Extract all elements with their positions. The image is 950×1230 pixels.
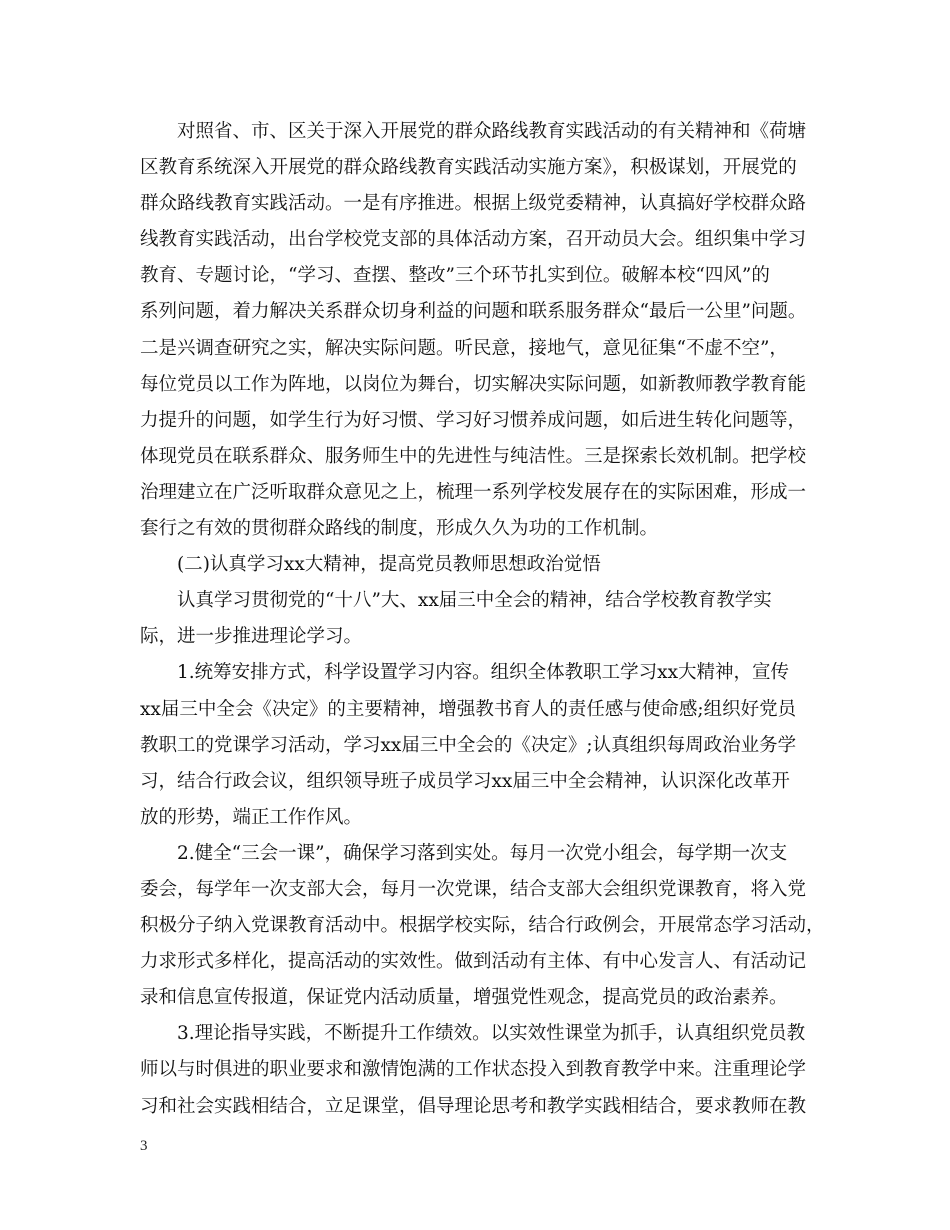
text-line: 际，进一步推进理论学习。 [140, 626, 363, 648]
text-line: 积极分子纳入党课教育活动中。根据学校实际，结合行政例会，开展常态学习活动， [140, 915, 825, 937]
text-line: 体现党员在联系群众、服务师生中的先进性与纯洁性。三是探索长效机制。把学校 [140, 445, 807, 467]
text-line: 认真学习贯彻党的“十八”大、xx届三中全会的精神，结合学校教育教学实 [177, 590, 772, 612]
text-line: 师以与时俱进的职业要求和激情饱满的工作状态投入到教育教学中来。注重理论学 [140, 1059, 807, 1081]
text-line: 每位党员以工作为阵地，以岗位为舞台，切实解决实际问题，如新教师教学教育能 [140, 373, 807, 395]
text-line: 区教育系统深入开展党的群众路线教育实践活动实施方案》，积极谋划，开展党的 [140, 157, 797, 179]
text-line: 二是兴调查研究之实，解决实际问题。听民意，接地气，意见征集“不虚不空”， [140, 337, 788, 359]
text-line: 对照省、市、区关于深入开展党的群众路线教育实践活动的有关精神和《荷塘 [177, 121, 807, 142]
text-line: 教育、专题讨论，“学习、查摆、整改”三个环节扎实到位。破解本校“四风”的 [140, 265, 770, 287]
text-line: 力求形式多样化，提高活动的实效性。做到活动有主体、有中心发言人、有活动记 [140, 951, 807, 973]
text-line: 系列问题，着力解决关系群众切身利益的问题和联系服务群众“最后一公里”问题。 [140, 301, 807, 323]
text-line: 线教育实践活动，出台学校党支部的具体活动方案，召开动员大会。组织集中学习 [140, 229, 807, 251]
text-line: 习和社会实践相结合，立足课堂，倡导理论思考和教学实践相结合，要求教师在教 [140, 1095, 807, 1117]
text-line: 习，结合行政会议，组织领导班子成员学习xx届三中全会精神，认识深化改革开 [140, 770, 790, 792]
text-line: 放的形势，端正工作作风。 [140, 806, 363, 828]
text-line: 1.统筹安排方式，科学设置学习内容。组织全体教职工学习xx大精神，宣传 [177, 662, 790, 684]
text-line: 2.健全“三会一课”，确保学习落到实处。每月一次党小组会，每学期一次支 [177, 842, 788, 864]
text-line: xx届三中全会《决定》的主要精神，增强教书育人的责任感与使命感;组织好党员 [140, 698, 797, 720]
text-line: 套行之有效的贯彻群众路线的制度，形成久久为功的工作机制。 [140, 518, 659, 540]
text-line: 力提升的问题，如学生行为好习惯、学习好习惯养成问题，如后进生转化问题等， [140, 409, 807, 431]
text-line: 3.理论指导实践，不断提升工作绩效。以实效性课堂为抓手，认真组织党员教 [177, 1023, 806, 1045]
text-line: 教职工的党课学习活动，学习xx届三中全会的《决定》;认真组织每周政治业务学 [140, 734, 797, 756]
text-line: 群众路线教育实践活动。一是有序推进。根据上级党委精神，认真搞好学校群众路 [140, 193, 807, 215]
text-line: 录和信息宣传报道，保证党内活动质量，增强党性观念，提高党员的政治素养。 [140, 987, 788, 1009]
document-body [140, 114, 830, 1125]
text-line: 委会，每学年一次支部大会，每月一次党课，结合支部大会组织党课教育，将入党 [140, 878, 807, 900]
text-line: 治理建立在广泛听取群众意见之上，梳理一系列学校发展存在的实际困难，形成一 [140, 481, 807, 503]
section-heading: (二)认真学习xx大精神，提高党员教师思想政治觉悟 [177, 554, 601, 576]
page-number: 3 [140, 1138, 148, 1154]
